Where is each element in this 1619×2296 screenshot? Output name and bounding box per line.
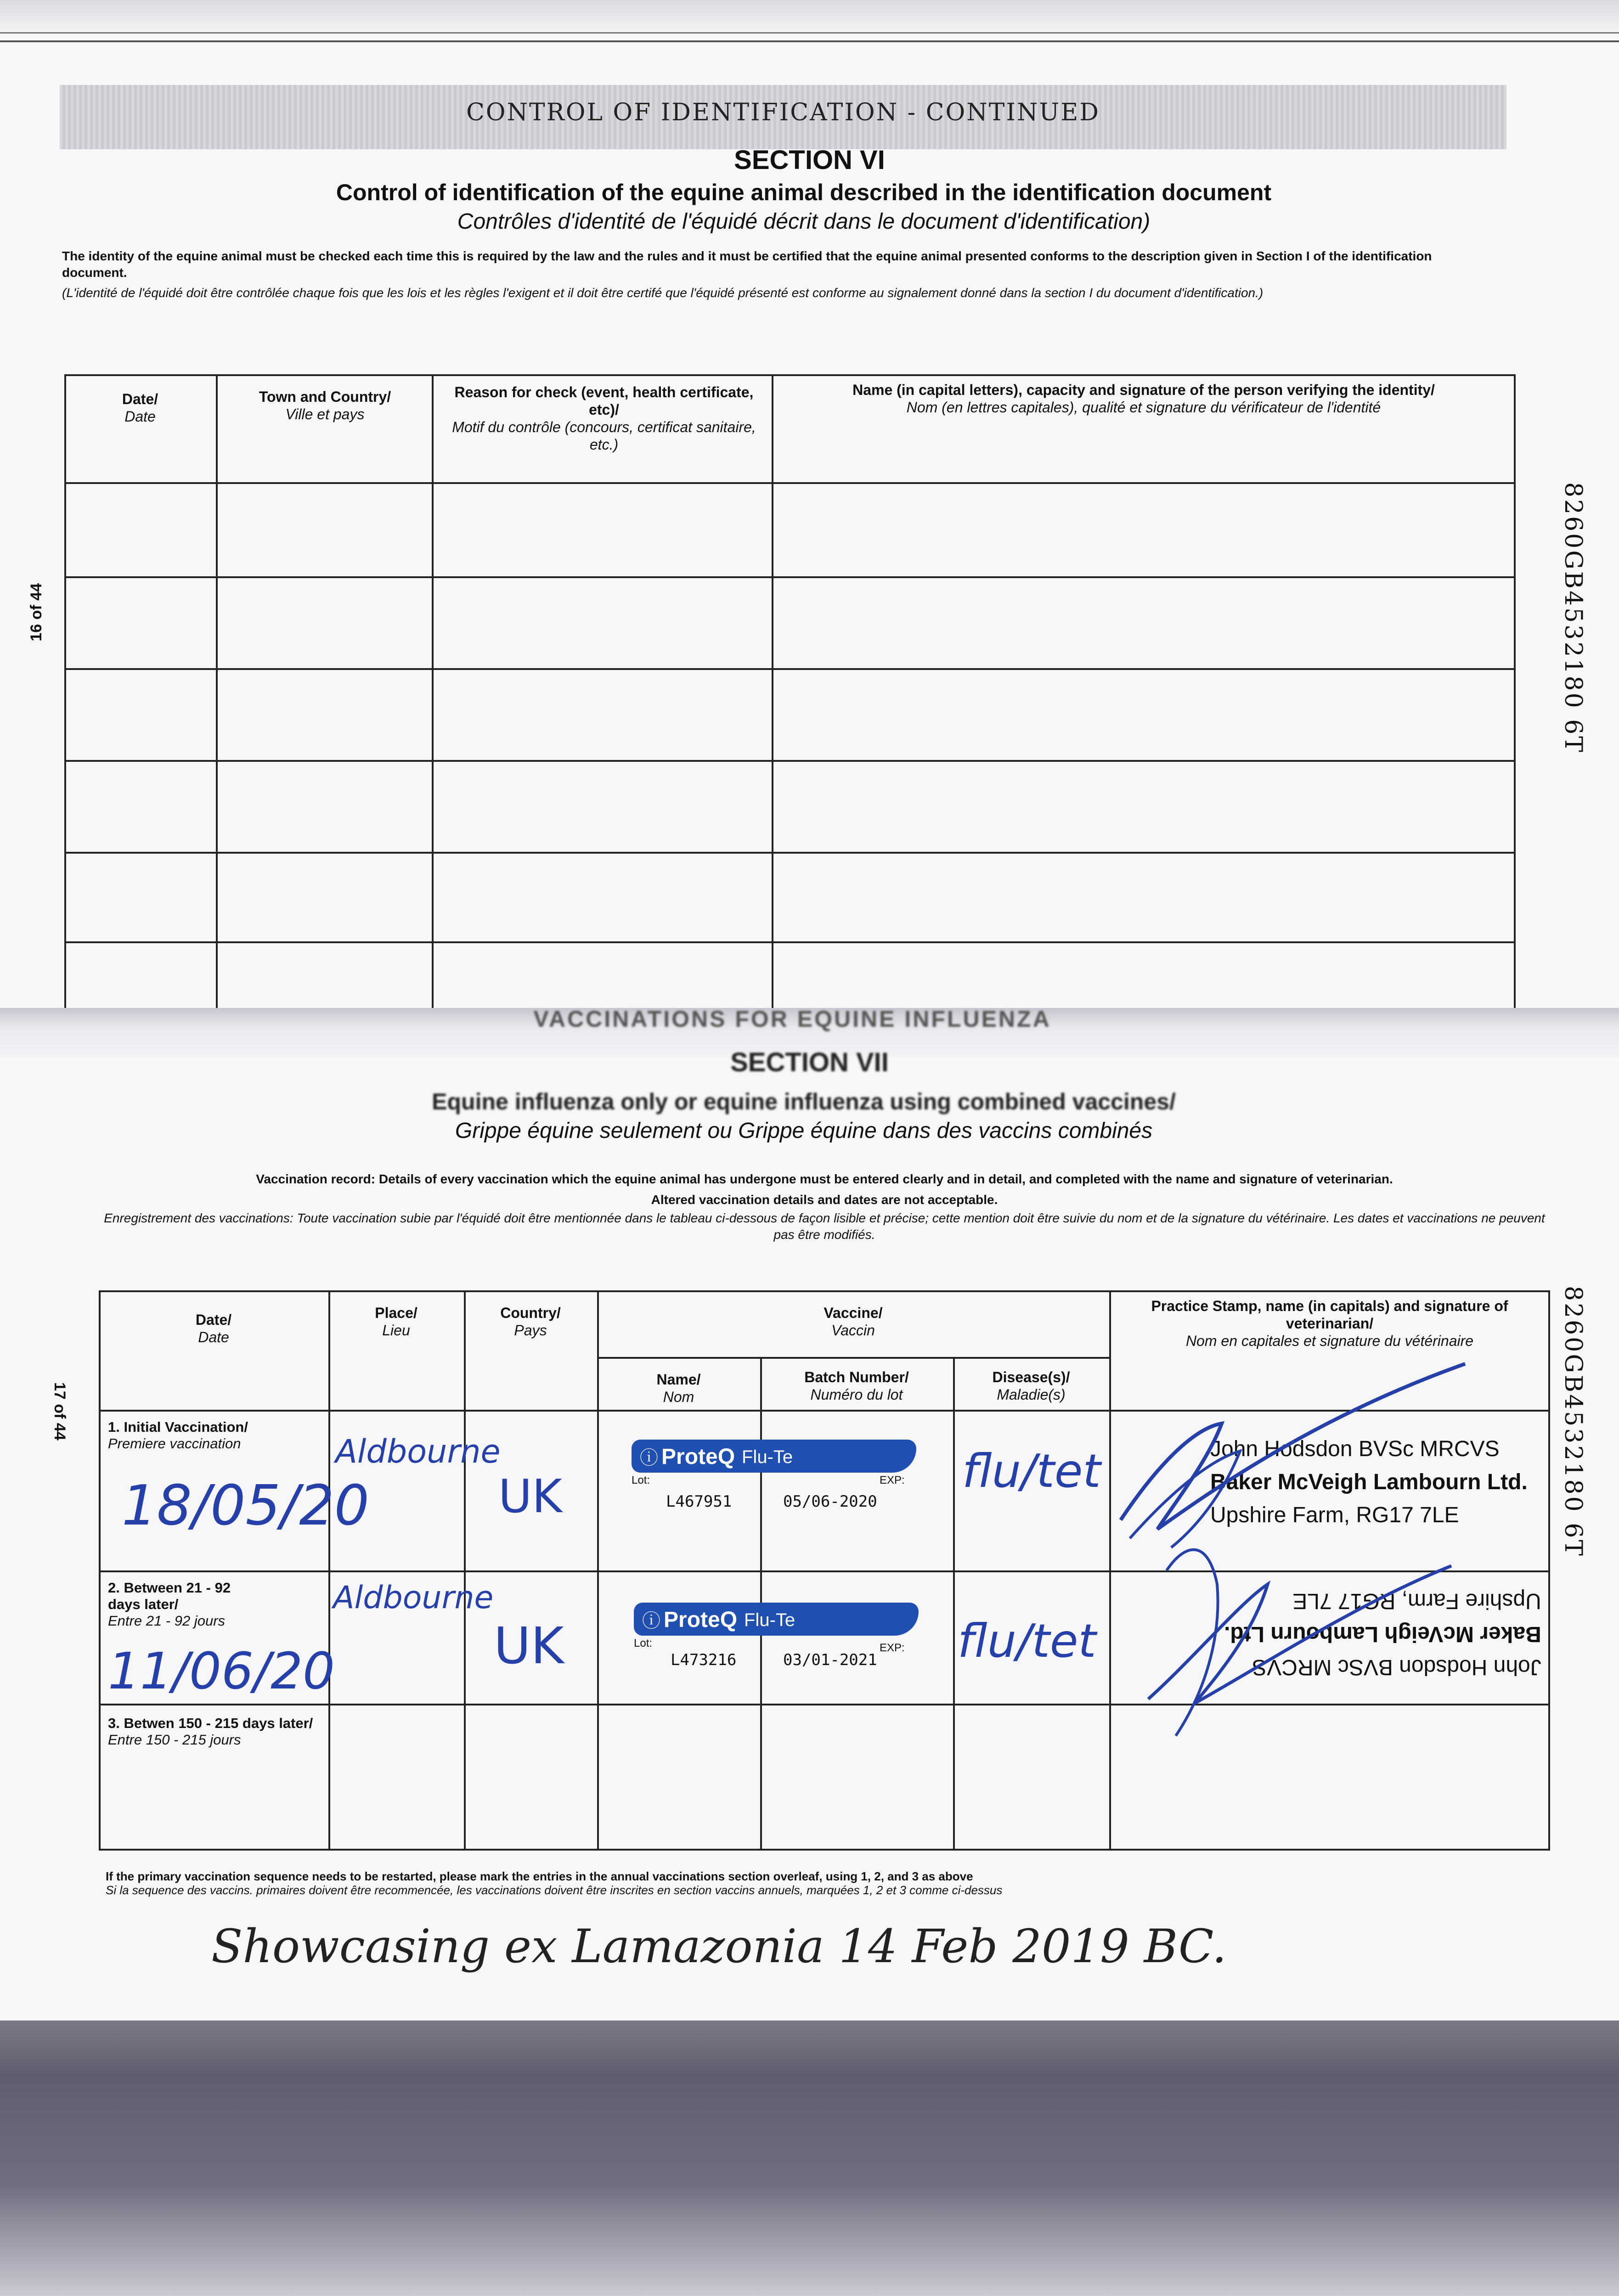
row1-vaccine-product: Flu-Te: [742, 1447, 793, 1467]
signature-stroke-4: [1148, 1566, 1451, 1704]
row3-label: 3. Betwen 150 - 215 days later/ Entre 150 - 215 jours: [108, 1715, 313, 1748]
row1-vaccine-brand: ProteQ: [661, 1445, 735, 1469]
info-icon: ⓘ: [642, 1611, 660, 1631]
row1-disease: flu/tet: [962, 1444, 1101, 1498]
row1-expiry: 05/06-2020: [783, 1492, 877, 1511]
row2-stamp-line1: John Hodsdon BVSc MRCVS: [1252, 1655, 1541, 1679]
vac-col-batch-header: Batch Number/ Numéro du lot: [804, 1369, 909, 1403]
vac-col-place-header: Place/ Lieu: [375, 1305, 417, 1339]
page-number-bottom: 17 of 44: [51, 1382, 68, 1441]
row2-label: 2. Between 21 - 92 days later/ Entre 21 - 92 jours: [108, 1580, 231, 1629]
row1-place: Aldbourne: [335, 1433, 501, 1470]
vac-col-name-header: Name/ Nom: [656, 1371, 701, 1405]
page-top-rule: [0, 40, 1619, 42]
col-reason-header: Reason for check (event, health certificate, etc)/ Motif du contrôle (concours, certificat sanitaire, etc.): [452, 384, 756, 453]
vac-col-vaccine-header: Vaccine/ Vaccin: [824, 1305, 883, 1339]
row1-batch: L467951: [666, 1492, 732, 1511]
vaccination-record-fr: Enregistrement des vaccinations: Toute vaccination subie par l'équidé doit être mentionnée dans le tableau ci-dessous de façon lisible et précise; cette mention doit être suivie du nom et de la signature du vétérinaire. Les dates et vaccinations ne peuvent pas être modifiés.: [104, 1211, 1545, 1242]
row2-place: Aldbourne: [333, 1580, 494, 1616]
row2-expiry: 03/01-2021: [783, 1651, 877, 1669]
section6-subtitle-fr: Contrôles d'identité de l'équidé décrit dans le document d'identification): [457, 209, 1151, 234]
row2-lot-label: Lot:: [634, 1637, 653, 1649]
vac-col-country-header: Country/ Pays: [500, 1305, 561, 1339]
section7-banner: VACCINATIONS FOR EQUINE INFLUENZA: [533, 1006, 1051, 1032]
row1-label: 1. Initial Vaccination/ Premiere vaccination: [108, 1419, 248, 1452]
side-code-top: 8260GB4532180 6T: [1559, 482, 1587, 754]
signature-stroke-2: [1130, 1451, 1240, 1548]
row2-vaccine-brand: ProteQ: [664, 1608, 738, 1632]
row1-stamp-line3: Upshire Farm, RG17 7LE: [1210, 1503, 1459, 1527]
side-code-bottom: 8260GB4532180 6T: [1559, 1286, 1587, 1558]
vet-signature: [1102, 1345, 1516, 1759]
banner-title: CONTROL OF IDENTIFICATION - CONTINUED: [466, 99, 1100, 126]
col-town-header: Town and Country/ Ville et pays: [259, 388, 391, 422]
section7-subtitle-fr: Grippe équine seulement ou Grippe équine dans des vaccins combinés: [455, 1119, 1153, 1143]
scan-bottom-band: [0, 2020, 1619, 2296]
page-number-top: 16 of 44: [28, 583, 45, 642]
row1-stamp-line1: John Hodsdon BVSc MRCVS: [1210, 1437, 1500, 1461]
row2-disease: flu/tet: [958, 1614, 1096, 1668]
signature-stroke-3: [1167, 1550, 1218, 1736]
row1-stamp-line2: Baker McVeigh Lambourn Ltd.: [1210, 1470, 1528, 1494]
section7-title: SECTION VII: [730, 1047, 889, 1077]
row2-vaccine-product: Flu-Te: [744, 1610, 795, 1630]
footnote-fr: Si la sequence des vaccins. primaires doivent être recommencée, les vaccinations doivent être inscrites en section vaccins annuels, marquées 1, 2 et 3 comme ci-dessus: [106, 1883, 1003, 1897]
footnote-en: If the primary vaccination sequence needs to be restarted, please mark the entries in the annual vaccinations section overleaf, using 1, 2, and 3 as above: [106, 1869, 973, 1883]
row1-lot-label: Lot:: [632, 1474, 650, 1486]
row2-vaccine-sticker: [634, 1603, 919, 1636]
row1-date: 18/05/20: [122, 1474, 369, 1538]
section6-intro-fr: (L'identité de l'équidé doit être contrôlée chaque fois que les lois et les règles l'exigent et il doit être certifé que l'équidé présenté est conforme au signalement donné dans la section I du document d'identification.): [62, 286, 1264, 300]
page-top-edge: [0, 0, 1619, 34]
section6-subtitle-en: Control of identification of the equine animal described in the identification document: [336, 180, 1272, 205]
section7-subtitle-en: Equine influenza only or equine influenza using combined vaccines/: [432, 1089, 1176, 1114]
section6-title: SECTION VI: [734, 145, 885, 175]
identity-check-table: [64, 374, 1516, 1017]
vac-col-disease-header: Disease(s)/ Maladie(s): [992, 1369, 1070, 1403]
col-date-header: Date/ Date: [122, 391, 158, 425]
row2-country: UK: [494, 1616, 564, 1675]
row1-exp-label: EXP:: [880, 1474, 905, 1486]
vaccination-record-en2: Altered vaccination details and dates are not acceptable.: [651, 1193, 998, 1207]
vac-col-date-header: Date/ Date: [195, 1311, 232, 1345]
section6-intro-en: The identity of the equine animal must be checked each time this is required by the law and the rules and it must be certified that the equine animal presented conforms to the description given in Section I of the identification document.: [62, 249, 1432, 280]
row2-stamp-line2: Baker McVeigh Lambourn Ltd.: [1224, 1622, 1541, 1646]
vaccination-record-en: Vaccination record: Details of every vaccination which the equine animal has undergone must be entered clearly and in detail, and completed with the name and signature of veterinarian.: [256, 1172, 1393, 1186]
vac-col-practice-header: Practice Stamp, name (in capitals) and signature of veterinarian/ Nom en capitales et signature du vétérinaire: [1151, 1298, 1508, 1349]
col-verifier-header: Name (in capital letters), capacity and signature of the person verifying the identity/ Nom (en lettres capitales), qualité et signature du vérificateur de l'identité: [852, 382, 1435, 416]
handwritten-note: Showcasing ex Lamazonia 14 Feb 2019 BC.: [211, 1919, 1227, 1973]
row2-stamp-line3: Upshire Farm, RG17 7LE: [1292, 1589, 1541, 1613]
row1-vaccine-sticker: [632, 1440, 916, 1473]
signature-stroke-1: [1121, 1364, 1465, 1529]
row2-date: 11/06/20: [108, 1642, 335, 1700]
row2-exp-label: EXP:: [880, 1642, 905, 1654]
info-icon: ⓘ: [640, 1448, 658, 1468]
row1-country: UK: [498, 1469, 562, 1523]
row2-batch: L473216: [671, 1651, 737, 1669]
